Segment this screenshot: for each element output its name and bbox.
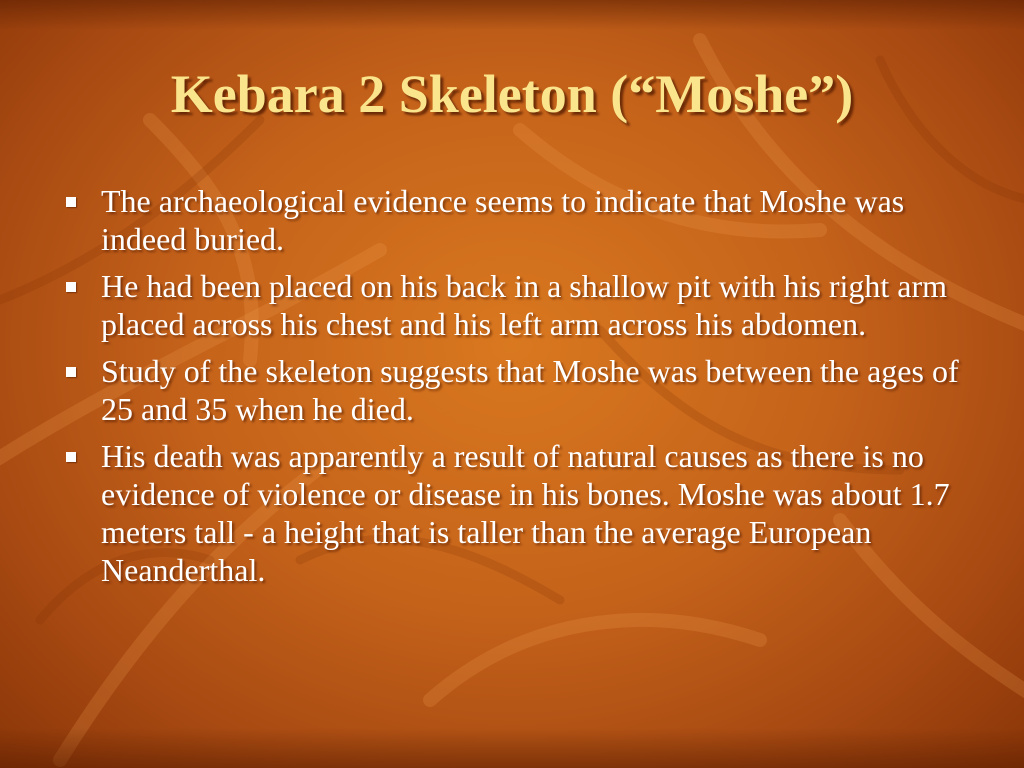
bullet-text: He had been placed on his back in a shallow pit with his right arm placed across his chest and his left arm across his abdomen.: [101, 268, 948, 342]
bullet-item: [60, 267, 970, 343]
top-edge-shade: [0, 0, 1024, 30]
bullet-item: [60, 437, 970, 589]
bullet-item: [60, 352, 970, 428]
square-bullet-icon: [66, 282, 76, 292]
bullet-text: Study of the skeleton suggests that Moshe was between the ages of 25 and 35 when he died.: [101, 353, 959, 427]
bullet-text: The archaeological evidence seems to indicate that Moshe was indeed buried.: [101, 183, 905, 257]
bullet-item: [60, 182, 970, 258]
square-bullet-icon: [66, 452, 76, 462]
bottom-edge-shade: [0, 728, 1024, 768]
bullet-list: [60, 182, 970, 598]
square-bullet-icon: [66, 367, 76, 377]
slide-title: Kebara 2 Skeleton (“Moshe”): [170, 64, 854, 124]
bullet-text: His death was apparently a result of natural causes as there is no evidence of violence or disease in his bones. Moshe was about 1.7 meters tall - a height that is taller than the average European Neanderthal.: [101, 438, 950, 588]
square-bullet-icon: [66, 197, 76, 207]
